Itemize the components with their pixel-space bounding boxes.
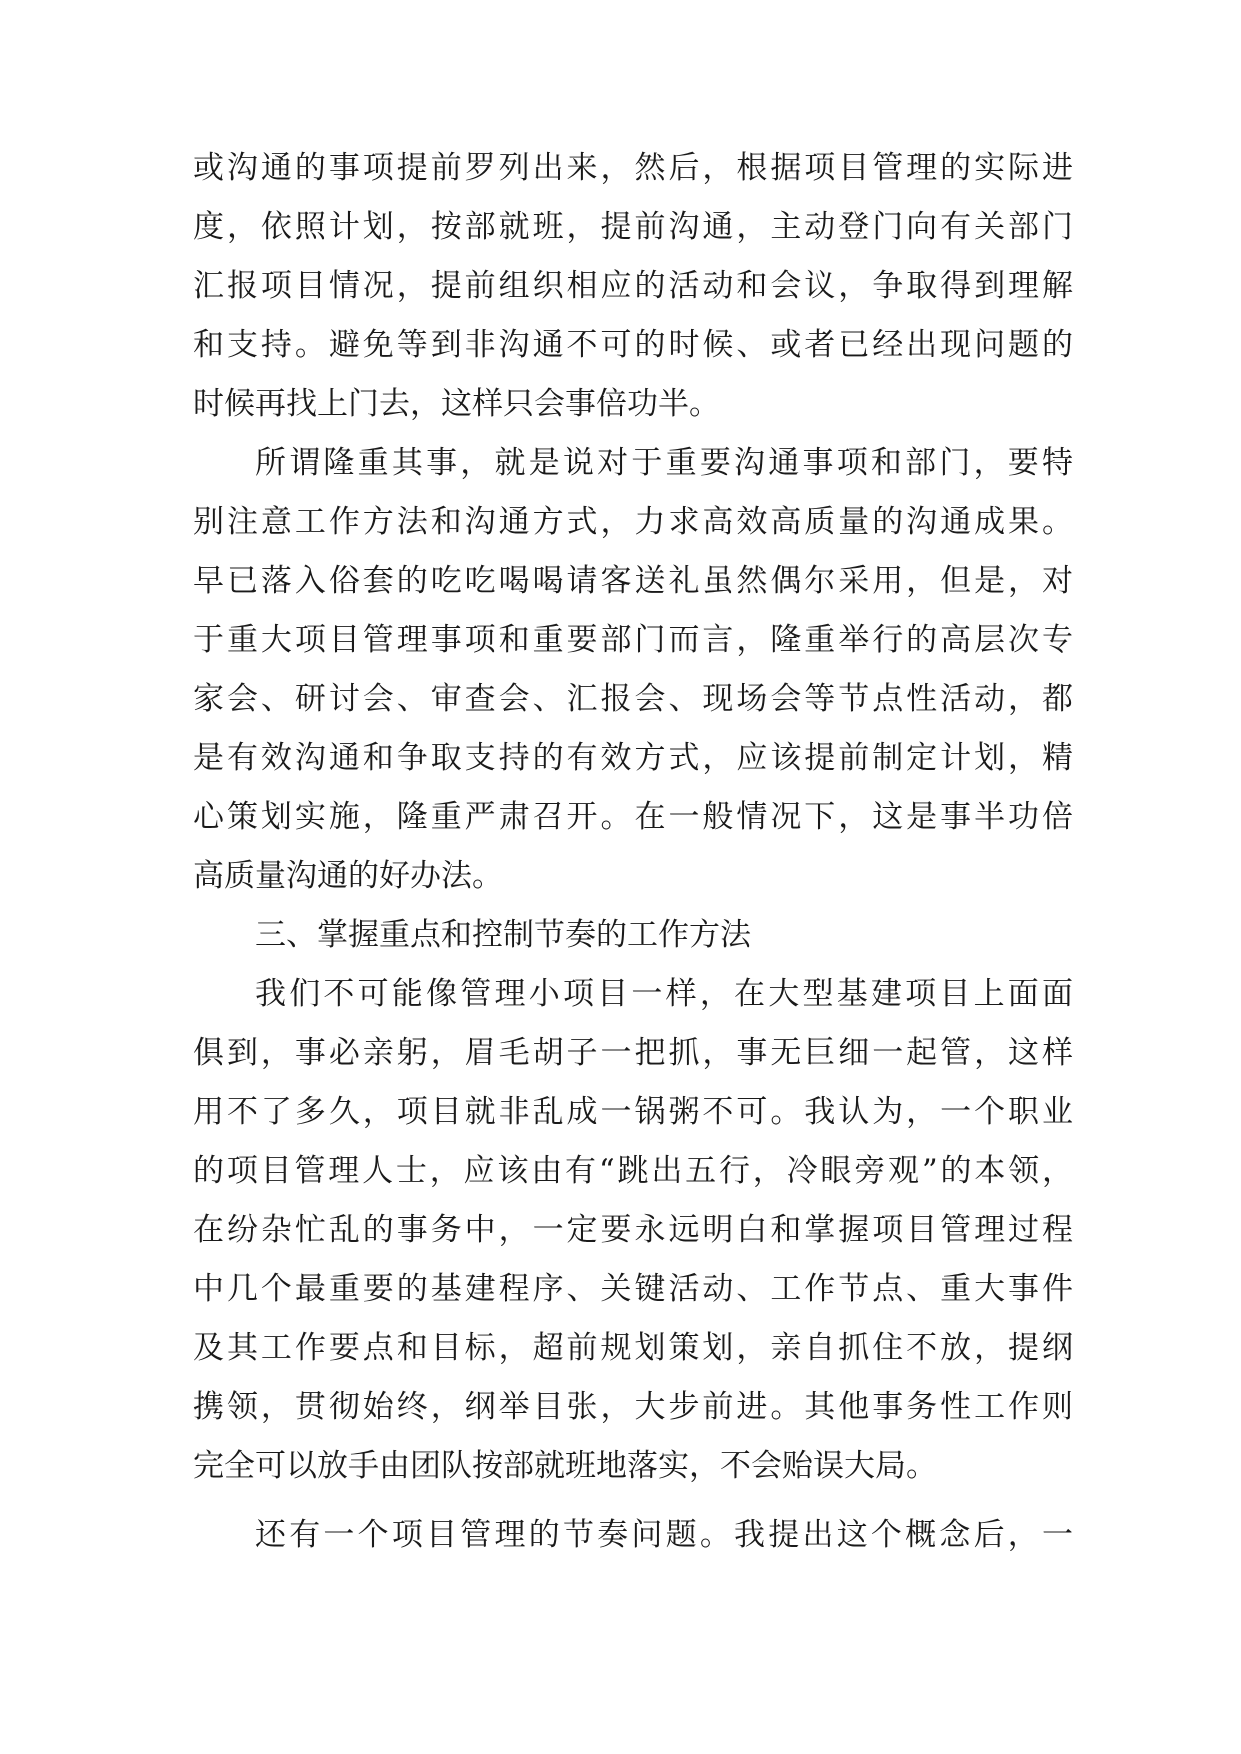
text-line: 中几个最重要的基建程序、关键活动、工作节点、重大事件 [193, 1271, 1073, 1307]
text-line: 于重大项目管理事项和重要部门而言，隆重举行的高层次专 [193, 622, 1073, 658]
text-line: 用不了多久，项目就非乱成一锅粥不可。我认为，一个职业 [193, 1094, 1073, 1130]
text-line: 早已落入俗套的吃吃喝喝请客送礼虽然偶尔采用，但是，对 [193, 563, 1073, 599]
text-line: 和支持。避免等到非沟通不可的时候、或者已经出现问题的 [193, 327, 1073, 363]
text-line: 心策划实施，隆重严肃召开。在一般情况下，这是事半功倍 [193, 799, 1073, 835]
text-line: 度，依照计划，按部就班，提前沟通，主动登门向有关部门 [193, 209, 1073, 245]
text-line: 汇报项目情况，提前组织相应的活动和会议，争取得到理解 [193, 268, 1073, 304]
paragraph-first-line: 我们不可能像管理小项目一样，在大型基建项目上面面 [255, 976, 1073, 1012]
text-line: 或沟通的事项提前罗列出来，然后，根据项目管理的实际进 [193, 150, 1073, 186]
text-line: 及其工作要点和目标，超前规划策划，亲自抓住不放，提纲 [193, 1330, 1073, 1366]
text-line: 携领，贯彻始终，纲举目张，大步前进。其他事务性工作则 [193, 1389, 1073, 1425]
text-line: 时候再找上门去，这样只会事倍功半。 [193, 386, 720, 422]
paragraph-first-line: 所谓隆重其事，就是说对于重要沟通事项和部门，要特 [255, 445, 1073, 481]
text-line: 的项目管理人士，应该由有“跳出五行，冷眼旁观”的本领， [193, 1153, 1073, 1189]
text-line: 俱到，事必亲躬，眉毛胡子一把抓，事无巨细一起管，这样 [193, 1035, 1073, 1071]
text-line: 家会、研讨会、审查会、汇报会、现场会等节点性活动，都 [193, 681, 1073, 717]
text-line: 别注意工作方法和沟通方式，力求高效高质量的沟通成果。 [193, 504, 1073, 540]
text-line: 在纷杂忙乱的事务中，一定要永远明白和掌握项目管理过程 [193, 1212, 1073, 1248]
text-line: 高质量沟通的好办法。 [193, 858, 503, 894]
text-line: 是有效沟通和争取支持的有效方式，应该提前制定计划，精 [193, 740, 1073, 776]
text-line: 完全可以放手由团队按部就班地落实，不会贻误大局。 [193, 1448, 937, 1484]
paragraph-first-line: 还有一个项目管理的节奏问题。我提出这个概念后，一 [255, 1517, 1073, 1553]
section-heading: 三、掌握重点和控制节奏的工作方法 [255, 917, 751, 953]
